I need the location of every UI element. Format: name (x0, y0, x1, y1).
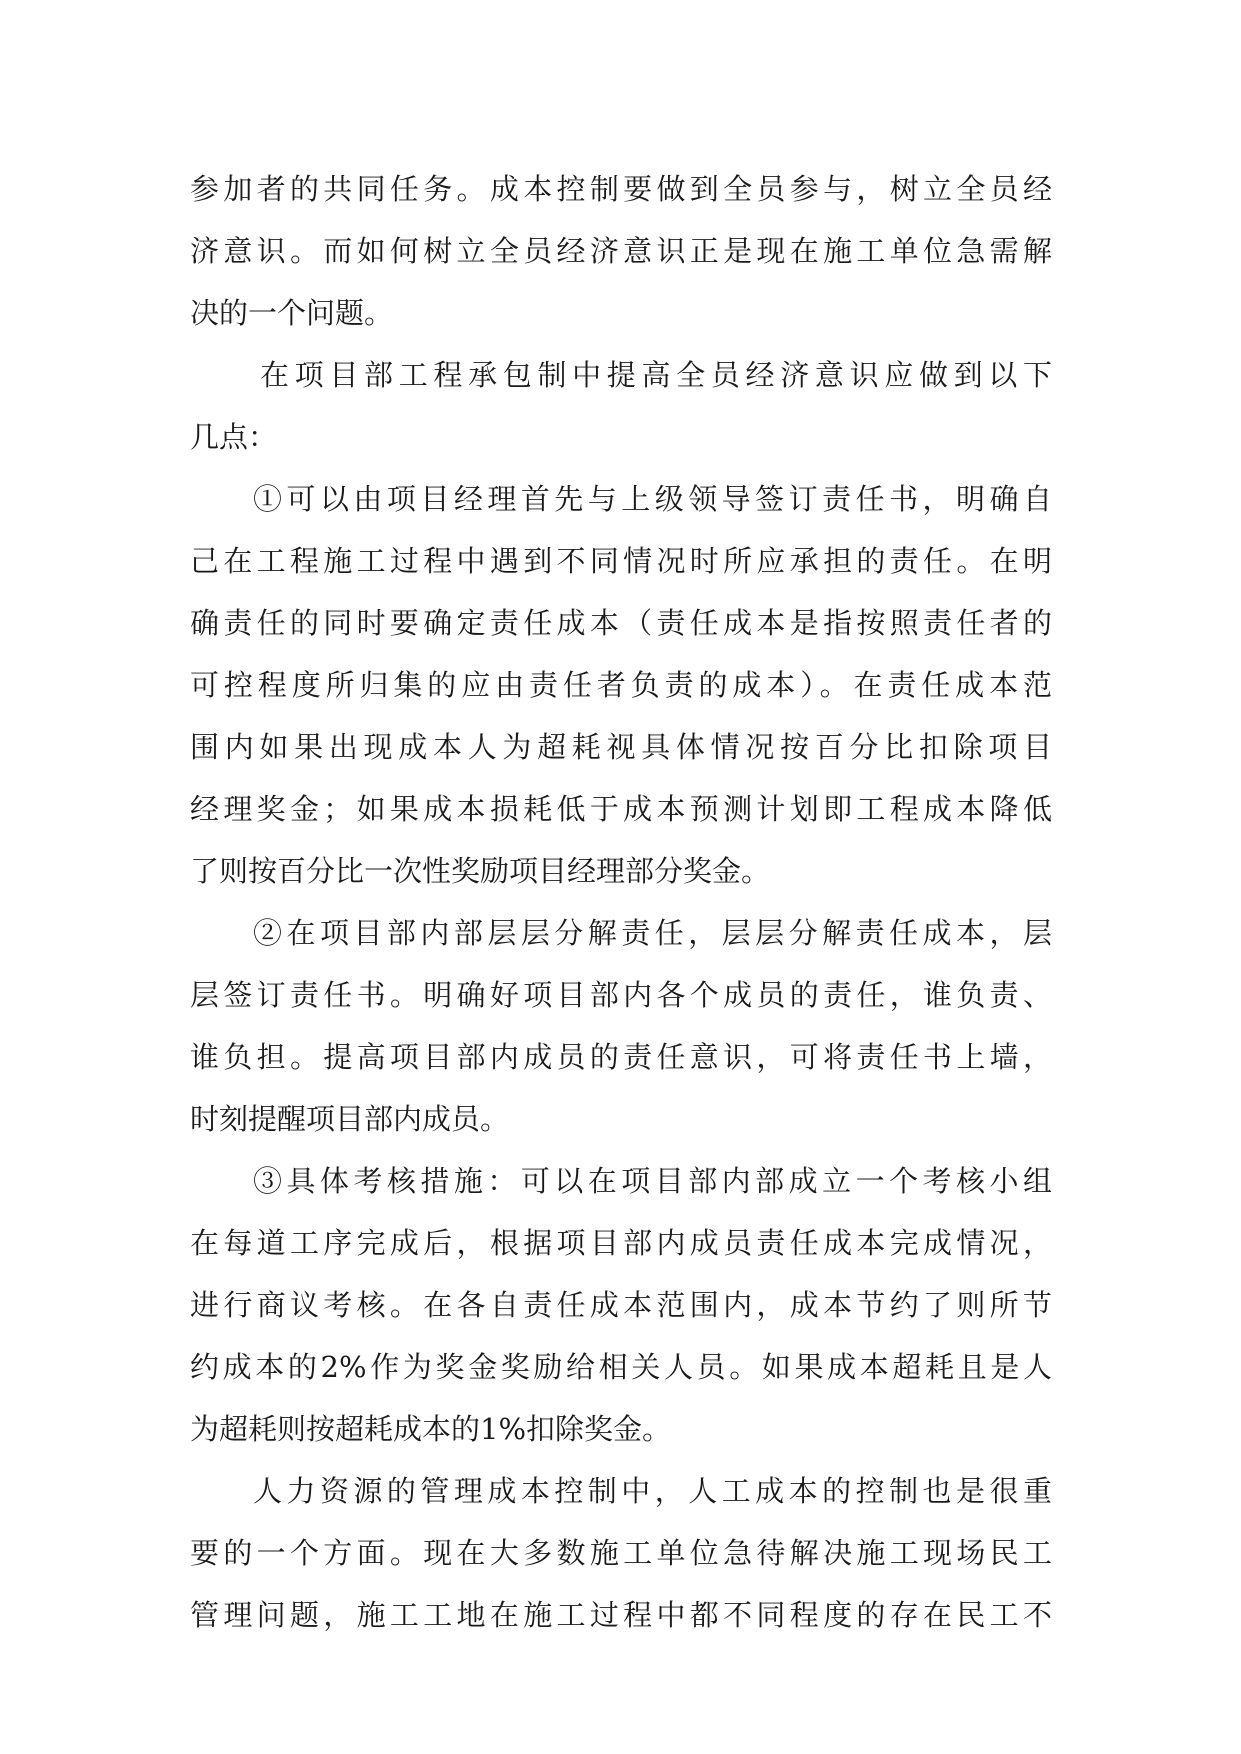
text-line: 了则按百分比一次性奖励项目经理部分奖金。 (190, 854, 771, 888)
text-line: 济意识。而如何树立全员经济意识正是现在施工单位急需解 (190, 234, 1052, 268)
text-line: 层签订责任书。明确好项目部内各个成员的责任，谁负责、 (190, 978, 1052, 1012)
text-line: 可控程度所归集的应由责任者负责的成本）。在责任成本范 (190, 668, 1052, 702)
text-line: 决的一个问题。 (190, 296, 394, 330)
text-line: 进行商议考核。在各自责任成本范围内，成本节约了则所节 (190, 1288, 1052, 1322)
list-item-1-start: ①可以由项目经理首先与上级领导签订责任书，明确自 (253, 482, 1052, 516)
text-line: 几点： (190, 420, 278, 454)
text-line: 参加者的共同任务。成本控制要做到全员参与，树立全员经 (190, 172, 1052, 206)
paragraph-start-line: 在项目部工程承包制中提高全员经济意识应做到以下 (260, 358, 1052, 392)
paragraph-start-line: 人力资源的管理成本控制中，人工成本的控制也是很重 (253, 1474, 1052, 1508)
text-line: 要的一个方面。现在大多数施工单位急待解决施工现场民工 (190, 1536, 1052, 1570)
text-line: 为超耗则按超耗成本的1%扣除奖金。 (190, 1412, 672, 1446)
text-line: 谁负担。提高项目部内成员的责任意识，可将责任书上墙， (190, 1040, 1052, 1074)
text-line: 己在工程施工过程中遇到不同情况时所应承担的责任。在明 (190, 544, 1052, 578)
text-line: 管理问题，施工工地在施工过程中都不同程度的存在民工不 (190, 1598, 1052, 1632)
document-body (190, 158, 1052, 1646)
text-line: 在每道工序完成后，根据项目部内成员责任成本完成情况， (190, 1226, 1052, 1260)
list-item-3-start: ③具体考核措施：可以在项目部内部成立一个考核小组 (253, 1164, 1052, 1198)
list-item-2-start: ②在项目部内部层层分解责任，层层分解责任成本，层 (253, 916, 1052, 950)
text-line: 确责任的同时要确定责任成本（责任成本是指按照责任者的 (190, 606, 1052, 640)
text-line: 围内如果出现成本人为超耗视具体情况按百分比扣除项目 (190, 730, 1052, 764)
text-line: 时刻提醒项目部内成员。 (190, 1102, 510, 1136)
text-line: 约成本的2%作为奖金奖励给相关人员。如果成本超耗且是人 (190, 1350, 1052, 1384)
text-line: 经理奖金；如果成本损耗低于成本预测计划即工程成本降低 (190, 792, 1052, 826)
